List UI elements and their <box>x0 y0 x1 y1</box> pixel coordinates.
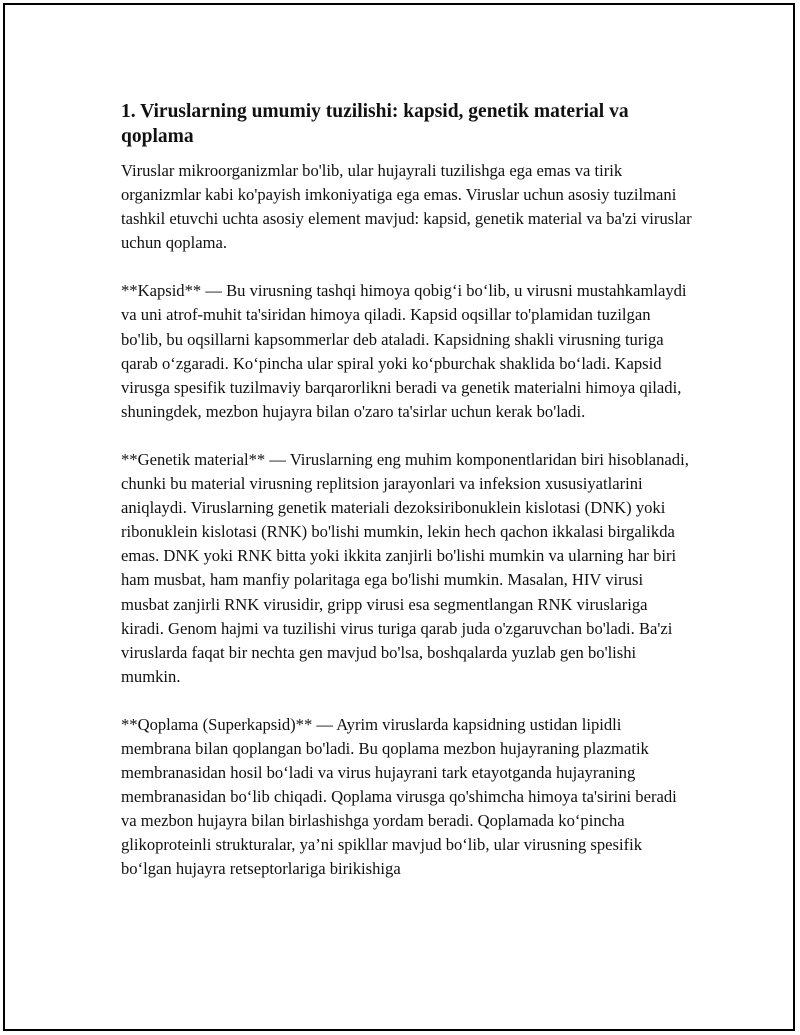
paragraph-kapsid: **Kapsid** — Bu virusning tashqi himoya qobig‘i bo‘lib, u virusni mustahkamlaydi va uni atrof-muhit ta'siridan himoya qiladi. Kapsid oqsillar to'plamidan tuzilgan bo'lib, bu oqsillarni kapsommerlar deb ataladi. Kapsidning shakli virusning turiga qarab o‘zgaradi. Ko‘pincha ular spiral yoki ko‘pburchak shaklida bo‘ladi. Kapsid virusga spesifik tuzilmaviy barqarorlikni beradi va genetik materialni himoya qiladi, shuningdek, mezbon hujayra bilan o'zaro ta'sirlar uchun kerak bo'ladi. <box>121 281 687 421</box>
section-heading: 1. Viruslarning umumiy tuzilishi: kapsid, genetik material va qoplama <box>121 101 629 147</box>
paragraph-intro: Viruslar mikroorganizmlar bo'lib, ular hujayrali tuzilishga ega emas va tirik organizmlar kabi ko'payish imkoniyatiga ega emas. Viruslar uchun asosiy tuzilmani tashkil etuvchi uchta asosiy element mavjud: kapsid, genetik material va ba'zi viruslar uchun qoplama. <box>121 161 692 253</box>
page-frame <box>3 3 795 1031</box>
paragraph-genetik-material: **Genetik material** — Viruslarning eng muhim komponentlaridan biri hisoblanadi, chunki bu material virusning replitsion jarayonlari va infeksion xususiyatlarini aniqlaydi. Viruslarning genetik materiali dezoksiribonuklein kislotasi (DNK) yoki ribonuklein kislotasi (RNK) bo'lishi mumkin, lekin hech qachon ikkalasi birgalikda emas. DNK yoki RNK bitta yoki ikkita zanjirli bo'lishi mumkin va ularning har biri ham musbat, ham manfiy polaritaga ega bo'lishi mumkin. Masalan, HIV virusi musbat zanjirli RNK virusidir, gripp virusi esa segmentlangan RNK viruslariga kiradi. Genom hajmi va tuzilishi virus turiga qarab juda o'zgaruvchan bo'ladi. Ba'zi viruslarda faqat bir nechta gen mavjud bo'lsa, boshqalarda yuzlab gen bo'lishi mumkin. <box>121 449 689 686</box>
document-body <box>121 99 693 906</box>
paragraph-qoplama: **Qoplama (Superkapsid)** — Ayrim viruslarda kapsidning ustidan lipidli membrana bilan qoplangan bo'ladi. Bu qoplama mezbon hujayraning plazmatik membranasidan hosil bo‘ladi va virus hujayrani tark etayotganda hujayraning membranasidan bo‘lib chiqadi. Qoplama virusga qo'shimcha himoya ta'sirini beradi va mezbon hujayra bilan birlashishga yordam beradi. Qoplamada ko‘pincha glikoproteinli strukturalar, ya’ni spikllar mavjud bo‘lib, ular virusning spesifik bo‘lgan hujayra retseptorlariga birikishiga <box>121 714 677 879</box>
